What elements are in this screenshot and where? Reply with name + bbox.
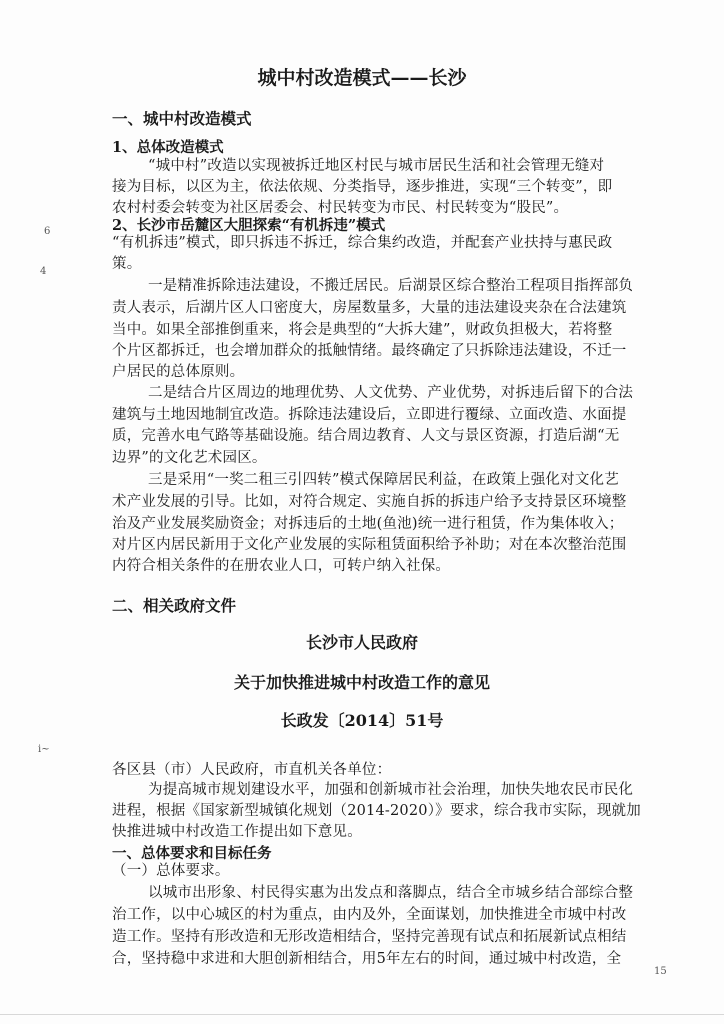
paragraph-line: 当中。如果全部推倒重来，将会是典型的“大拆大建”，财政负担极大，若将整 [112,322,613,338]
paragraph-line: 为提高城市规划建设水平，加强和创新城市社会治理，加快失地农民市民化 [148,782,634,798]
paragraph-line: 治工作，以中心城区的村为重点，由内及外，全面谋划，加快推进全市城中村改 [112,907,627,923]
salutation-line: 各区县（市）人民政府，市直机关各单位： [112,762,392,778]
paragraph-line: 户居民的总体原则。 [112,364,245,380]
subsection-1-heading: 1、总体改造模式 [112,139,224,156]
paragraph-line: 合，坚持稳中求进和大胆创新相结合，用5年左右的时间，通过城中村改造，全 [112,951,622,967]
paragraph-line: 建筑与土地因地制宜改造。拆除违法建设后，立即进行覆绿、立面改造、水面提 [112,407,627,423]
paragraph-line: 一是精准拆除违法建设，不搬迁居民。后湖景区综合整治工程项目指挥部负 [148,278,634,294]
paragraph-line: 造工作。坚持有形改造和无形改造相结合，坚持完善现有试点和拓展新试点相结 [112,929,627,945]
subsection-heading: 一、总体要求和目标任务 [112,845,272,862]
margin-mark: i~ [38,744,50,755]
subsection-2-heading: 2、长沙市岳麓区大胆探索“有机拆违”模式 [112,217,386,234]
page-title: 城中村改造模式——长沙 [257,67,467,89]
paragraph-line: 以城市出形象、村民得实惠为出发点和落脚点，结合全市城乡结合部综合整 [148,885,634,901]
margin-mark: 6 [44,226,51,237]
paragraph-line: 术产业发展的引导。比如，对符合规定、实施自拆的拆违户给予支持景区环境整 [112,494,627,510]
paragraph-line: 责人表示，后湖片区人口密度大，房屋数量多，大量的违法建设夹杂在合法建筑 [112,300,627,316]
paragraph-line: “有机拆违”模式，即只拆违不拆迁，综合集约改造，并配套产业扶持与惠民政 [112,235,613,251]
paragraph-line: 质，完善水电气路等基础设施。结合周边教育、人文与景区资源，打造后湖“无 [112,428,620,444]
paragraph-line: 策。 [112,256,142,272]
issuing-organization: 长沙市人民政府 [305,633,418,652]
paragraph-line: 内符合相关条件的在册农业人口，可转户纳入社保。 [112,558,451,574]
section-2-heading: 二、相关政府文件 [112,596,237,615]
paragraph-line: 农村村委会转变为社区居委会、村民转变为市民、村民转变为“股民”。 [112,200,569,216]
paragraph-line: 对片区内居民新用于文化产业发展的实际租赁面积给予补助；对在本次整治范围 [112,537,627,553]
paragraph-line: 快推进城中村改造工作提出如下意见。 [112,824,362,840]
paragraph-line: 个片区都拆迁，也会增加群众的抵触情绪。最终确定了只拆除违法建设，不迁一 [112,343,627,359]
paragraph-line: （一）总体要求。 [112,863,230,879]
margin-mark: 4 [40,266,47,277]
margin-mark: 15 [654,966,667,977]
paragraph-line: “城中村”改造以实现被拆迁地区村民与城市居民生活和社会管理无缝对 [148,158,605,174]
paragraph-line: 接为目标，以区为主，依法依规、分类指导，逐步推进，实现“三个转变”，即 [112,179,613,195]
scan-edge-divider [0,1014,724,1015]
paragraph-line: 三是采用“一奖二租三引四转”模式保障居民利益，在政策上强化对文化艺 [148,472,619,488]
document-number: 长政发〔2014〕51号 [280,711,444,730]
paragraph-line: 二是结合片区周边的地理优势、人文优势、产业优势，对拆违后留下的合法 [148,385,634,401]
paragraph-line: 边界”的文化艺术园区。 [112,450,267,466]
paragraph-line: 治及产业发展奖励资金；对拆违后的土地(鱼池)统一进行租赁，作为集体收入； [112,516,624,532]
section-1-heading: 一、城中村改造模式 [112,109,252,128]
paragraph-line: 进程，根据《国家新型城镇化规划（2014-2020）》要求，综合我市实际，现就加 [112,803,641,819]
document-title: 关于加快推进城中村改造工作的意见 [233,673,490,692]
